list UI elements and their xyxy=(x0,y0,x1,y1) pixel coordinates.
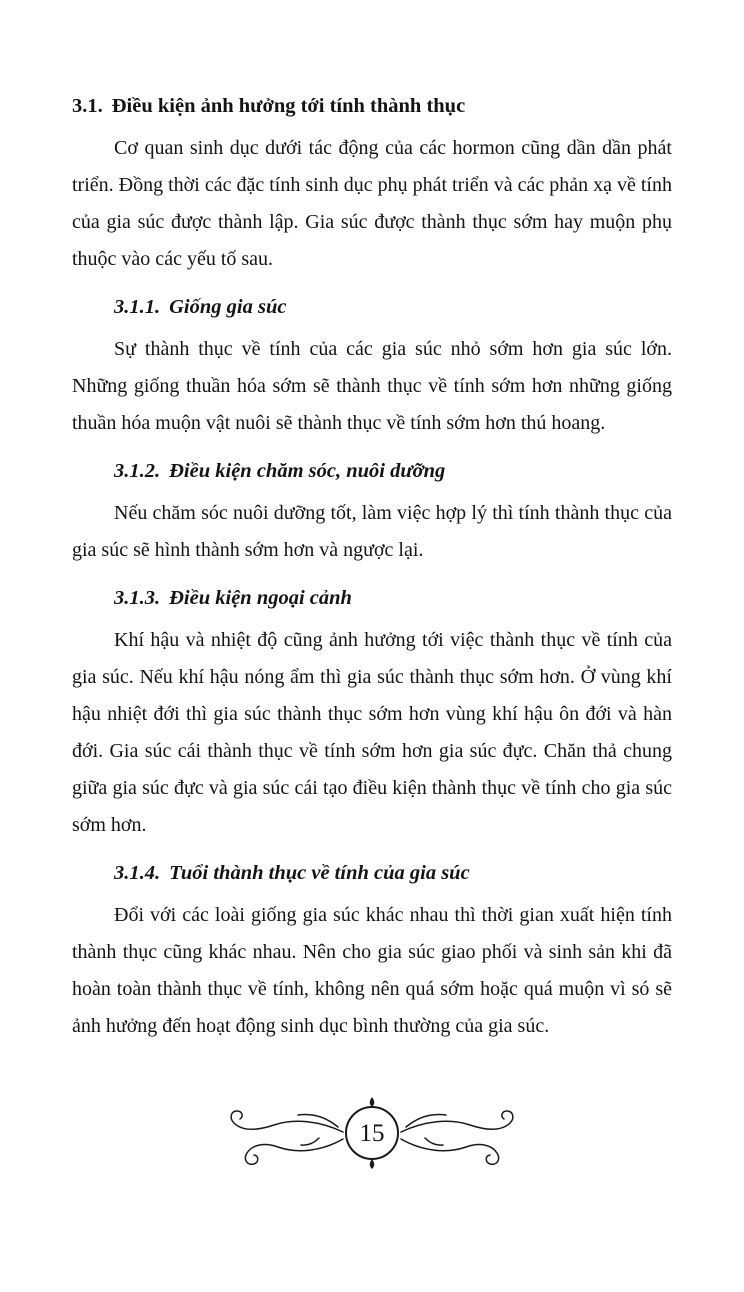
section-heading xyxy=(72,88,672,125)
flourish-right-icon xyxy=(401,1111,513,1164)
section-title: Giống gia súc xyxy=(169,296,287,318)
section-number: 3.1.2. xyxy=(114,460,161,482)
paragraph: Khí hậu và nhiệt độ cũng ảnh hưởng tới việc thành thục về tính của gia súc. Nếu khí hậu nóng ẩm thì gia súc thành thục sớm hơn. Ở vùng khí hậu nhiệt đới thì gia súc thành thục sớm hơn vùng khí hậu ôn đới và hàn đới. Gia súc cái thành thục về tính sớm hơn gia súc đực. Chăn thả chung giữa gia súc đực và gia súc cái tạo điều kiện thành thục về tính cho gia súc sớm hơn. xyxy=(72,629,672,836)
section-number: 3.1.4. xyxy=(114,862,161,884)
paragraph: Đổi với các loài giống gia súc khác nhau thì thời gian xuất hiện tính thành thục cũng khác nhau. Nên cho gia súc giao phối và sinh sản khi đã hoàn toàn thành thục về tính, không nên quá sớm hoặc quá muộn vì só sẽ ảnh hưởng đến hoạt động sinh dục bình thường của gia súc. xyxy=(72,904,672,1037)
section-3-1 xyxy=(72,88,672,278)
section-title: Điều kiện chăm sóc, nuôi dưỡng xyxy=(169,460,446,482)
section-3-1-4 xyxy=(72,855,672,1045)
section-heading xyxy=(72,580,672,617)
section-3-1-3 xyxy=(72,580,672,844)
paragraph: Cơ quan sinh dục dưới tác động của các hormon cũng dần dần phát triển. Đồng thời các đặc tính sinh dục phụ phát triển và các phản xạ về tính của gia súc được thành lập. Gia súc được thành thục sớm hay muộn phụ thuộc vào các yếu tố sau. xyxy=(72,137,672,270)
section-heading xyxy=(72,289,672,326)
section-title: Điều kiện ngoại cảnh xyxy=(169,587,352,609)
page-number-ornament xyxy=(222,1091,522,1175)
section-number: 3.1.1. xyxy=(114,296,161,318)
paragraph: Sự thành thục về tính của các gia súc nhỏ sớm hơn gia súc lớn. Những giống thuần hóa sớm sẽ thành thục về tính sớm hơn những giống thuần hóa muộn vật nuôi sẽ thành thục về tính sớm hơn thú hoang. xyxy=(72,338,672,434)
section-title: Tuổi thành thục về tính của gia súc xyxy=(169,862,470,884)
paragraph: Nếu chăm sóc nuôi dưỡng tốt, làm việc hợp lý thì tính thành thục của gia súc sẽ hình thành sớm hơn và ngược lại. xyxy=(72,502,672,561)
finial-bottom-icon xyxy=(370,1159,375,1169)
finial-top-icon xyxy=(370,1097,375,1107)
page-number: 15 xyxy=(359,1120,385,1147)
section-number: 3.1.3. xyxy=(114,587,161,609)
section-title: Điều kiện ảnh hưởng tới tính thành thục xyxy=(111,95,466,117)
section-heading xyxy=(72,453,672,490)
section-3-1-1 xyxy=(72,289,672,442)
section-heading xyxy=(72,855,672,892)
section-number: 3.1. xyxy=(72,95,103,117)
flourish-left-icon xyxy=(231,1111,343,1164)
page-footer xyxy=(72,1091,672,1175)
section-3-1-2 xyxy=(72,453,672,569)
